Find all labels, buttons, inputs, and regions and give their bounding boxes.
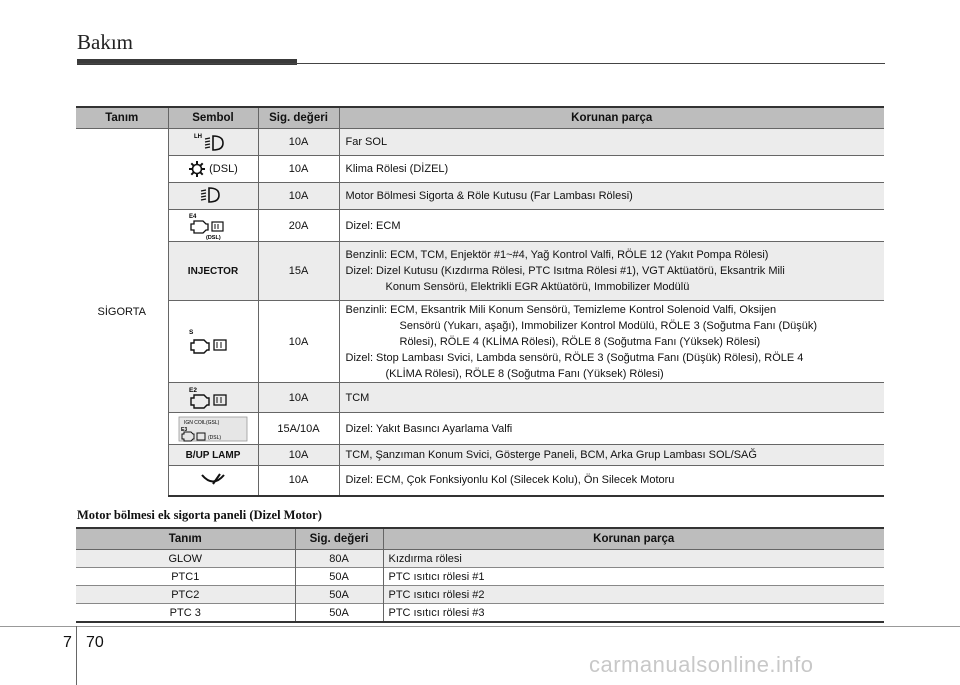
symbol-label: (DSL): [209, 163, 238, 175]
title-underline-bar: [77, 59, 297, 65]
part-cell: Dizel: ECM: [339, 210, 884, 242]
symbol-cell: [168, 466, 258, 496]
subsection-title: Motor bölmesi ek sigorta paneli (Dizel Motor): [77, 508, 322, 522]
headlamp-lh-icon: [193, 131, 233, 153]
part-cell: Benzinli: ECM, Eksantrik Mili Konum Sensörü, Temizleme Kontrol Solenoid Valfi, Oksijen Sensörü (Yukarı, aşağı), Immobilizer Kontrol Modülü, RÖLE 3 (Soğutma Fanı (Düşük) Rölesi), RÖLE 4 (KLİMA Rölesi), RÖLE 8 (Soğutma Fanı (Yüksek) Rölesi) Dizel: Stop Lambası Svici, Lambda sensörü, RÖLE 3 (Soğutma Fanı (Düşük) Rölesi), RÖLE 4 (KLİMA Rölesi), RÖLE 8 (Soğutma Fanı (Yüksek) Rölesi): [339, 301, 884, 383]
fuse-table: [76, 106, 884, 497]
symbol-cell: [168, 129, 258, 156]
table-row: [76, 301, 884, 383]
table-row: [76, 129, 884, 156]
symbol-cell: [168, 413, 258, 445]
part-cell: Far SOL: [339, 129, 884, 156]
part-cell: Dizel: Yakıt Basıncı Ayarlama Valfi: [339, 413, 884, 445]
gear-icon: [188, 160, 206, 178]
svg-text:IGN COIL(GSL): IGN COIL(GSL): [184, 419, 220, 426]
page-number: 70: [86, 634, 104, 651]
part-cell: Kızdırma rölesi: [383, 550, 884, 568]
table-row: [76, 242, 884, 301]
symbol-cell: [168, 156, 258, 183]
svg-text:E2: E2: [189, 386, 197, 394]
part-cell: PTC ısıtıcı rölesi #1: [383, 568, 884, 586]
amp-cell: 50A: [295, 604, 383, 623]
title-divider: [77, 63, 885, 64]
table-row: [76, 586, 884, 604]
table-row: [76, 445, 884, 466]
name-cell: PTC 3: [76, 604, 295, 623]
part-cell: PTC ısıtıcı rölesi #2: [383, 586, 884, 604]
amp-cell: 10A: [258, 301, 339, 383]
symbol-cell: [168, 301, 258, 383]
svg-text:E4: E4: [189, 213, 197, 220]
svg-text:E3: E3: [181, 426, 188, 433]
chapter-number: 7: [63, 634, 72, 651]
svg-text:S: S: [189, 328, 194, 336]
symbol-cell: [168, 210, 258, 242]
header-tanim: Tanım: [76, 528, 295, 550]
svg-text:(DSL): (DSL): [208, 434, 222, 441]
table-header-row: [76, 107, 884, 129]
amp-cell: 15A/10A: [258, 413, 339, 445]
table-header-row: [76, 528, 884, 550]
amp-cell: 15A: [258, 242, 339, 301]
header-korunan-parca: Korunan parça: [339, 107, 884, 129]
name-cell: GLOW: [76, 550, 295, 568]
engine-ecu-s-icon: [187, 327, 239, 357]
engine-ecu-e2-icon: [187, 385, 239, 411]
ign-coil-e3-icon: [178, 416, 248, 442]
part-cell: TCM, Şanzıman Konum Svici, Gösterge Paneli, BCM, Arka Grup Lambası SOL/SAĞ: [339, 445, 884, 466]
amp-cell: 50A: [295, 586, 383, 604]
footer-separator: [76, 626, 77, 685]
table-row: [76, 156, 884, 183]
part-cell: Benzinli: ECM, TCM, Enjektör #1~#4, Yağ Kontrol Valfi, RÖLE 12 (Yakıt Pompa Rölesi) Dizel: Dizel Kutusu (Kızdırma Rölesi, PTC Isıtma Rölesi #1), VGT Aktüatörü, Eksantrik Mili Konum Sensörü, Elektrikli EGR Aktüatörü, Immobilizer Modülü: [339, 242, 884, 301]
symbol-cell: [168, 383, 258, 413]
watermark: carmanualsonline.info: [589, 652, 814, 677]
part-cell: PTC ısıtıcı rölesi #3: [383, 604, 884, 623]
amp-cell: 10A: [258, 183, 339, 210]
amp-cell: 10A: [258, 383, 339, 413]
table-row: [76, 466, 884, 496]
amp-cell: 80A: [295, 550, 383, 568]
amp-cell: 10A: [258, 129, 339, 156]
table-row: [76, 413, 884, 445]
table-row: [76, 210, 884, 242]
name-cell: PTC2: [76, 586, 295, 604]
symbol-cell: [168, 445, 258, 466]
part-cell: TCM: [339, 383, 884, 413]
table-row: [76, 604, 884, 623]
engine-ecu-e4-icon: [188, 212, 238, 240]
table-row: [76, 568, 884, 586]
name-cell: PTC1: [76, 568, 295, 586]
symbol-cell: [168, 183, 258, 210]
header-sig-degeri: Sig. değeri: [258, 107, 339, 129]
table-row: [76, 183, 884, 210]
amp-cell: 20A: [258, 210, 339, 242]
part-cell: Dizel: ECM, Çok Fonksiyonlu Kol (Silecek Kolu), Ön Silecek Motoru: [339, 466, 884, 496]
bup-lamp-label: B/UP LAMP: [185, 450, 241, 461]
amp-cell: 50A: [295, 568, 383, 586]
extra-fuse-table: [76, 527, 884, 623]
header-tanim: Tanım: [76, 107, 168, 129]
header-sig-degeri: Sig. değeri: [295, 528, 383, 550]
part-cell: Motor Bölmesi Sigorta & Röle Kutusu (Far Lambası Rölesi): [339, 183, 884, 210]
table-row: [76, 383, 884, 413]
section-title: Bakım: [77, 30, 133, 54]
header-sembol: Sembol: [168, 107, 258, 129]
symbol-cell: [168, 242, 258, 301]
part-cell: Klima Rölesi (DİZEL): [339, 156, 884, 183]
svg-text:LH: LH: [194, 134, 202, 140]
wiper-icon: [200, 470, 226, 490]
category-sigorta: SİGORTA: [76, 129, 168, 496]
injector-label: INJECTOR: [187, 266, 239, 277]
header-korunan-parca: Korunan parça: [383, 528, 884, 550]
table-row: [76, 550, 884, 568]
footer-divider: [0, 626, 960, 627]
amp-cell: 10A: [258, 445, 339, 466]
svg-text:(DSL): (DSL): [206, 234, 221, 240]
headlamp-icon: [198, 186, 228, 206]
amp-cell: 10A: [258, 156, 339, 183]
amp-cell: 10A: [258, 466, 339, 496]
